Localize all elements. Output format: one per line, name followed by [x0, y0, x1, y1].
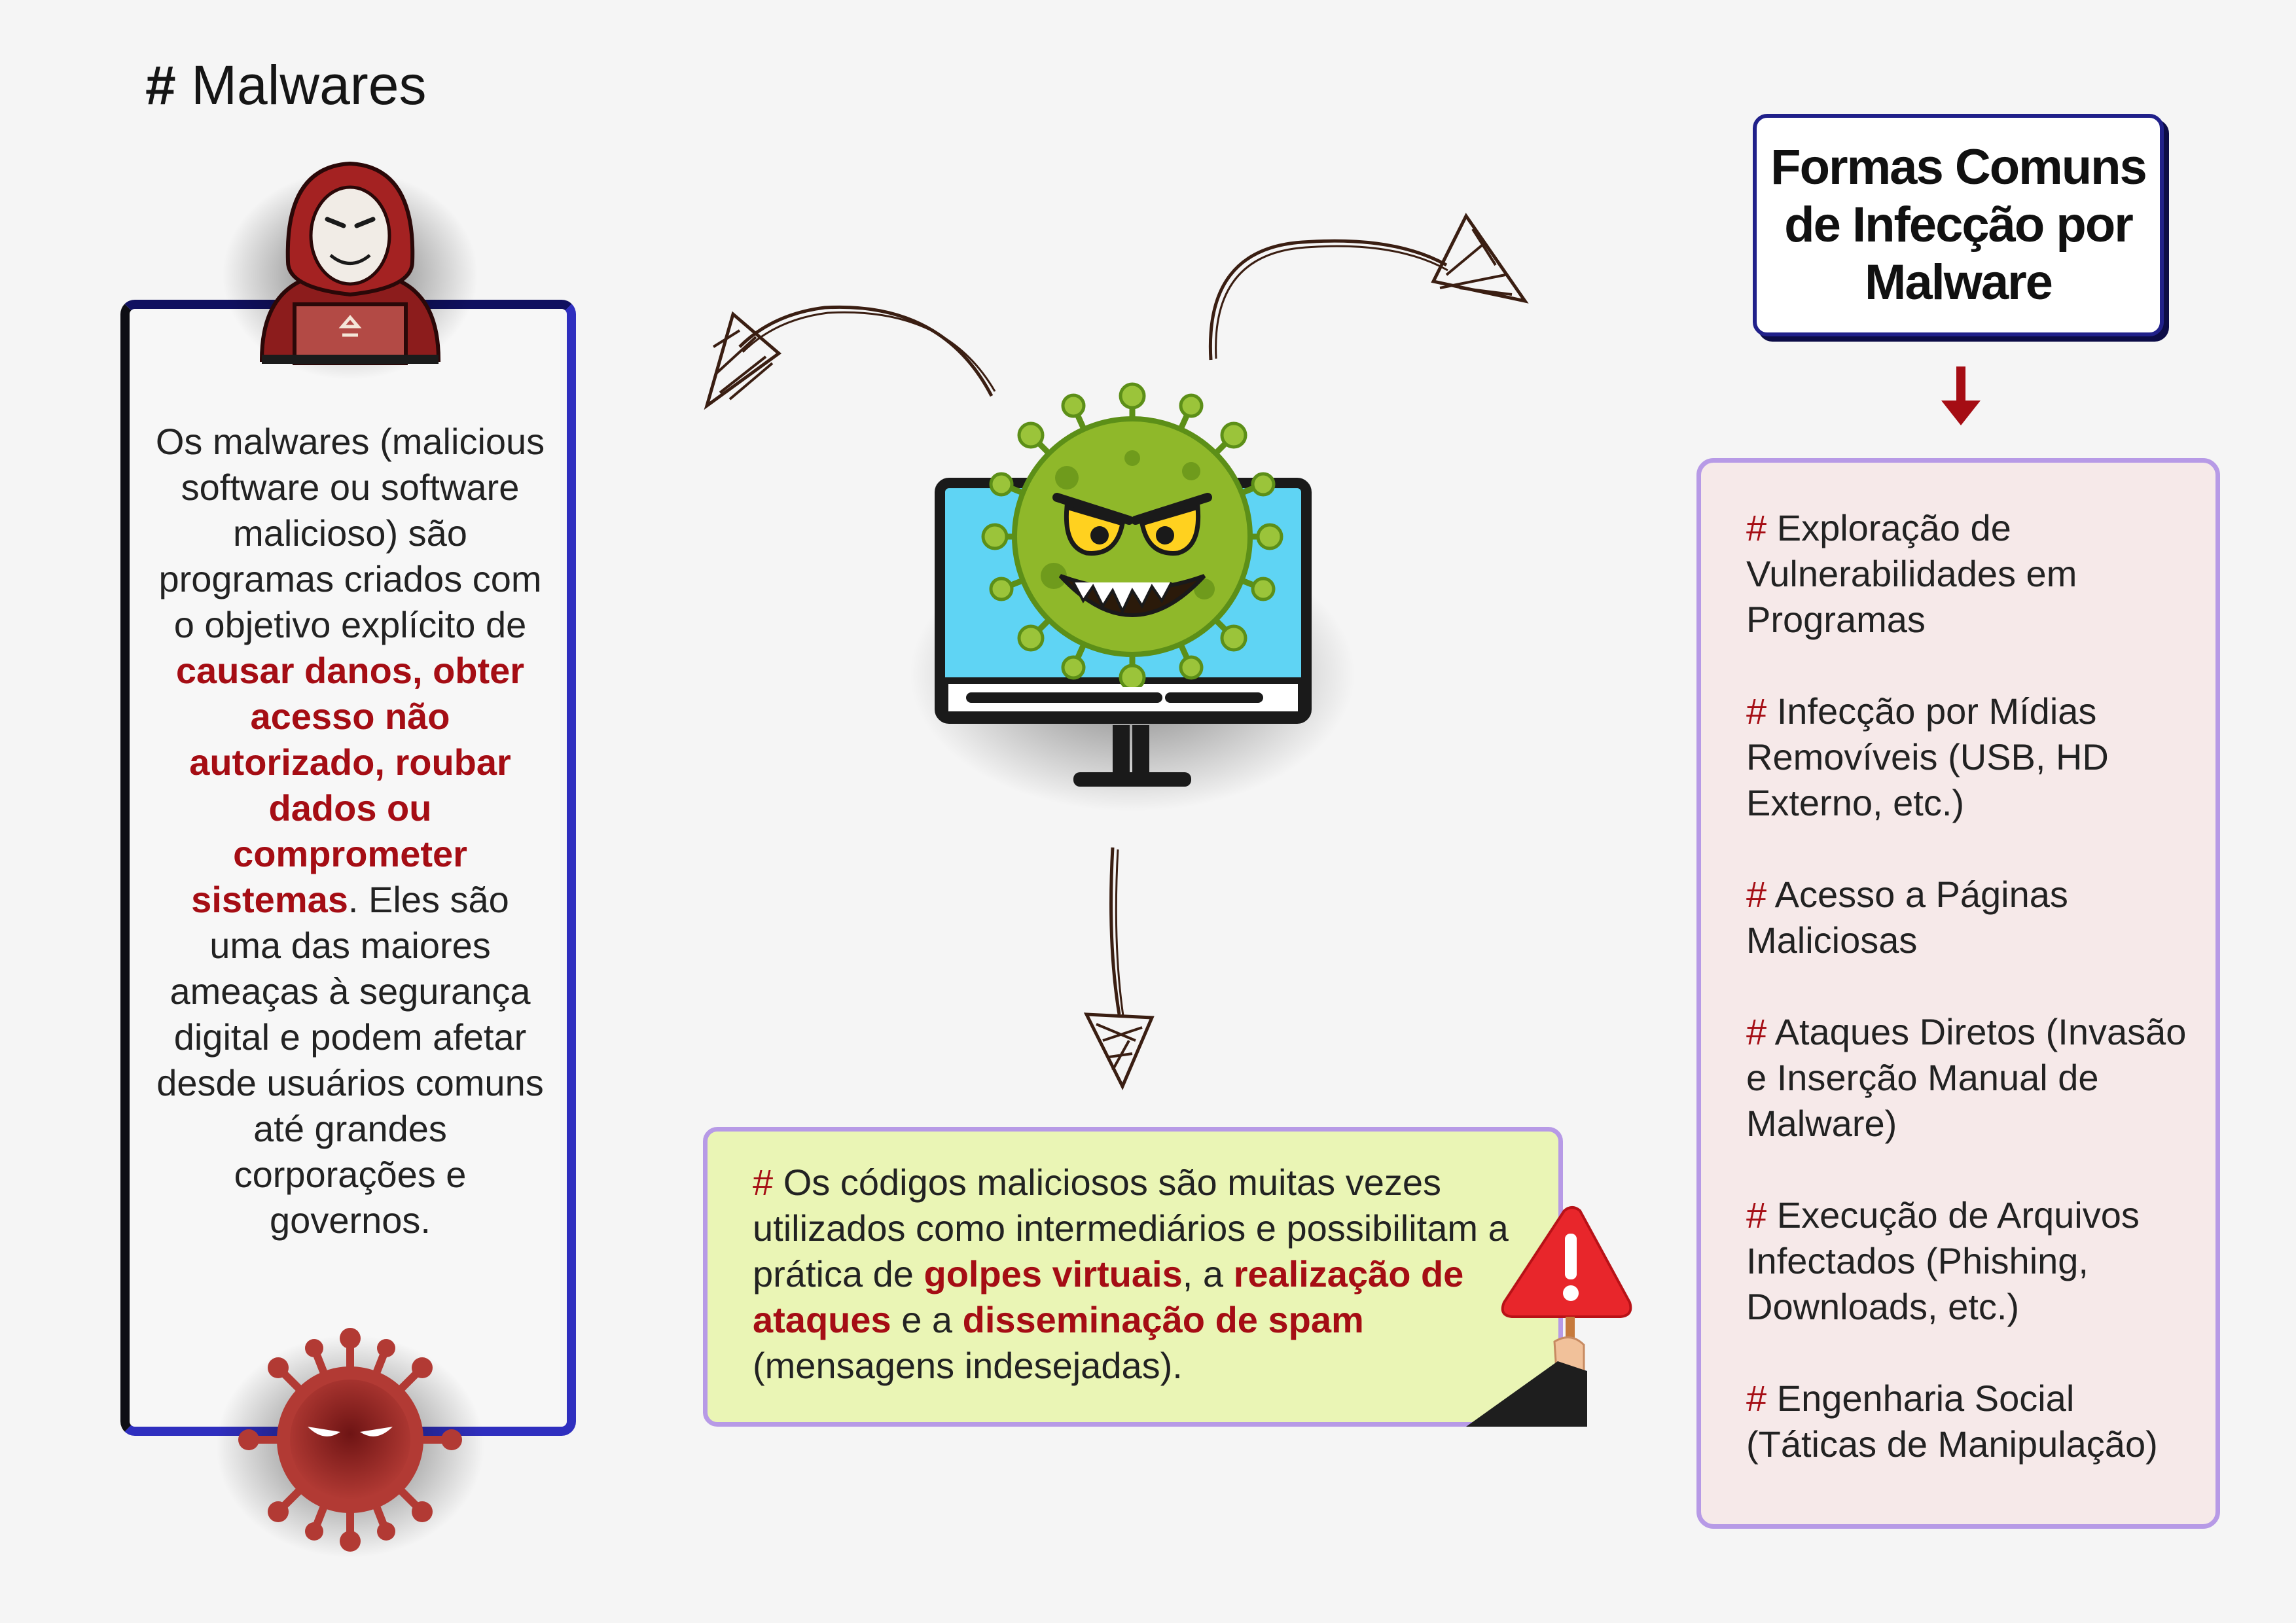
- list-item: # Execução de Arquivos Infectados (Phishing, Downloads, etc.): [1746, 1194, 2140, 1327]
- page-title: [145, 54, 426, 117]
- definition-text: [151, 419, 550, 1243]
- title-hash: #: [145, 54, 176, 116]
- warning-sign-icon: [1466, 1204, 1643, 1430]
- title-label: Malwares: [191, 54, 427, 116]
- list-item: # Ataques Diretos (Invasão e Inserção Manual de Malware): [1746, 1011, 2187, 1144]
- list-item: # Infecção por Mídias Removíveis (USB, HD Externo, etc.): [1746, 690, 2109, 823]
- list-item: # Acesso a Páginas Maliciosas: [1746, 874, 2068, 961]
- list-item: # Engenharia Social (Táticas de Manipulação): [1746, 1378, 2158, 1465]
- sketch-arrow-left-icon: [694, 275, 1008, 425]
- down-arrow-icon: [1941, 366, 1981, 427]
- infection-forms-list: [1746, 505, 2204, 1513]
- definition-part-2: . Eles são uma das maiores ameaças à segurança digital e podem afetar desde usuários comuns até grandes corporações e governos.: [156, 879, 544, 1241]
- list-item: # Exploração de Vulnerabilidades em Programas: [1746, 507, 2077, 640]
- hacker-icon: [223, 144, 478, 380]
- monster-virus-icon: [216, 1322, 484, 1564]
- definition-part-1: Os malwares (malicious software ou software malicioso) são programas criados com o objetivo explícito de: [155, 421, 545, 645]
- virus-icon: [975, 380, 1316, 687]
- sketch-arrow-right-icon: [1198, 203, 1538, 366]
- definition-highlight: causar danos, obter acesso não autorizado, roubar dados ou comprometer sistemas: [175, 650, 525, 920]
- malicious-code-text: # Os códigos maliciosos são muitas vezes utilizados como intermediários e possibilitam a prática de golpes virtuais, a realização de ataques e a disseminação de spam (mensagens indesejadas).: [753, 1162, 1509, 1386]
- sketch-arrow-down-icon: [1073, 844, 1165, 1093]
- infection-forms-title: Formas Comuns de Infecção por Malware: [1753, 114, 2164, 336]
